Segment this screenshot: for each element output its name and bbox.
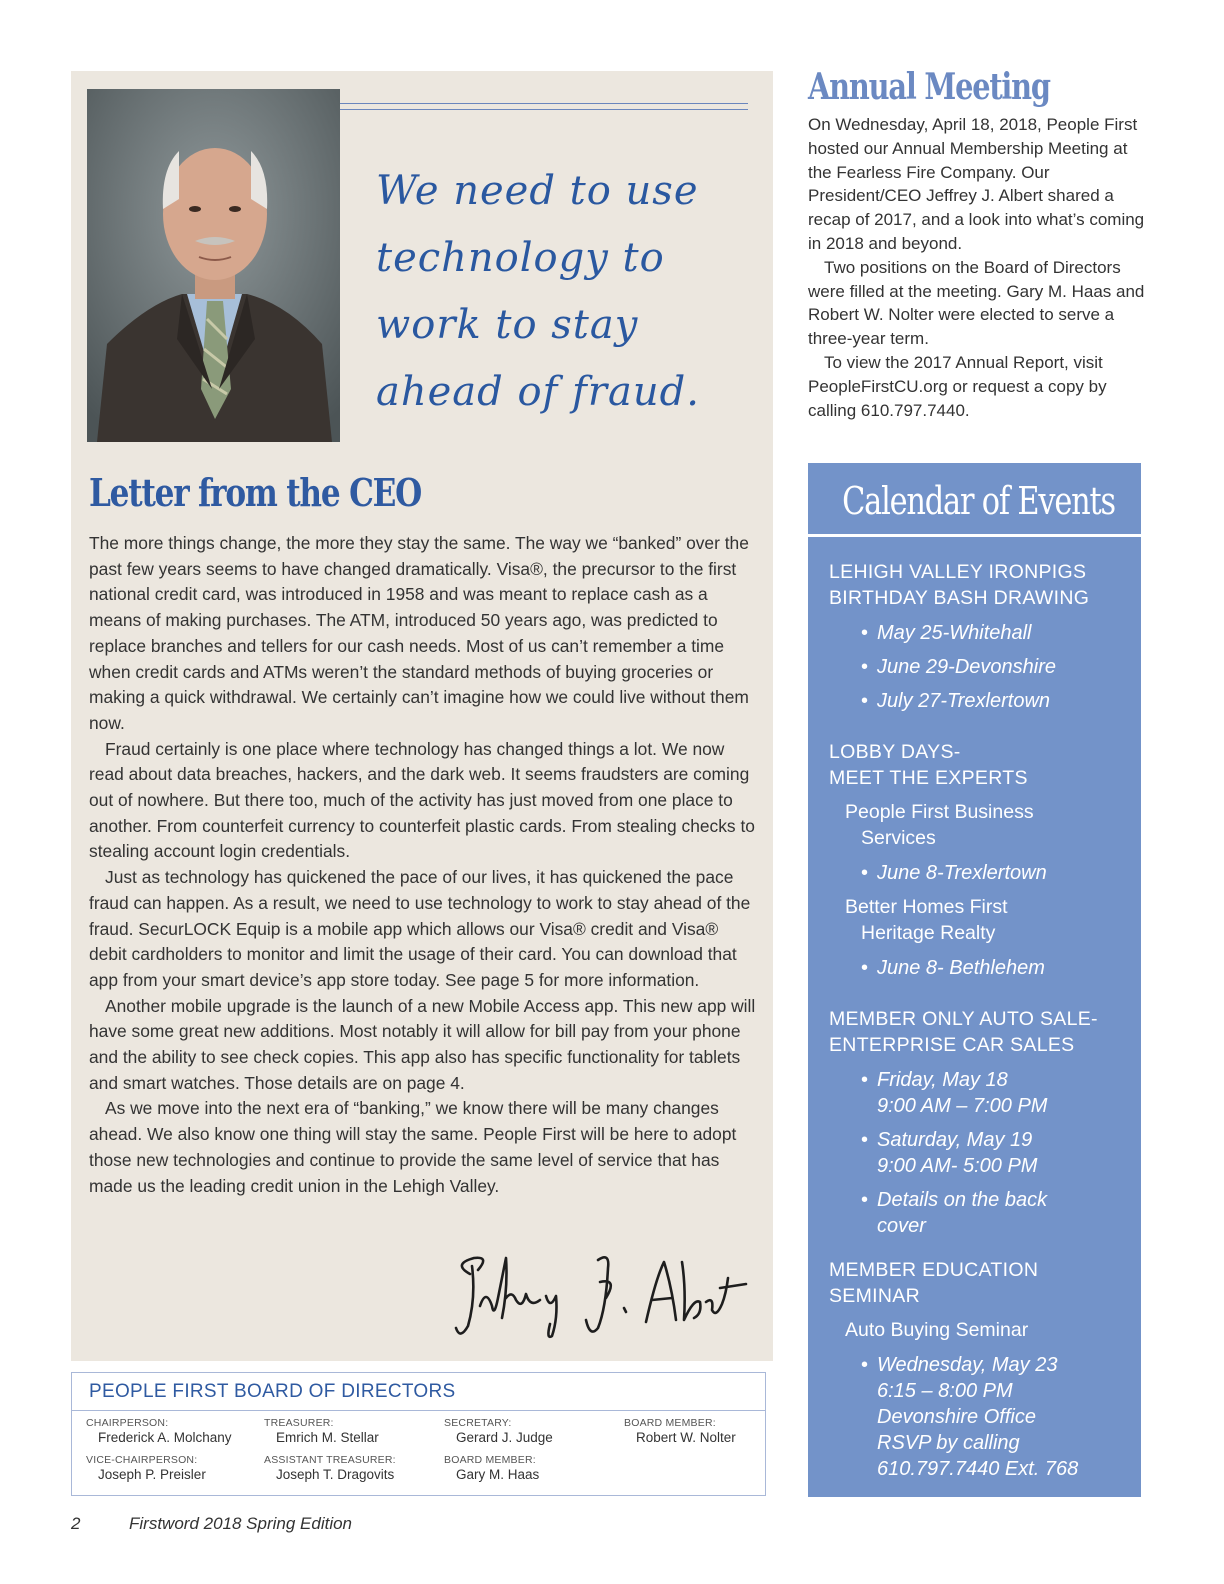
event-item-line: Devonshire Office bbox=[877, 1406, 1036, 1428]
heading-line: LEHIGH VALLEY IRONPIGS bbox=[829, 561, 1087, 583]
annual-meeting-title: Annual Meeting bbox=[808, 66, 1050, 108]
event-item-line: RSVP by calling bbox=[877, 1432, 1020, 1454]
event-item: • June 8-Trexlertown bbox=[829, 860, 1135, 886]
event-item bbox=[829, 1187, 1135, 1239]
pull-quote-line: technology to bbox=[376, 235, 665, 281]
heading-line: LOBBY DAYS- bbox=[829, 741, 961, 763]
subheading-line: Auto Buying Seminar bbox=[845, 1319, 1029, 1341]
subheading-line: Better Homes First bbox=[845, 896, 1008, 918]
event-item-line: 9:00 AM – 7:00 PM bbox=[877, 1095, 1048, 1117]
board-member-name: Joseph P. Preisler bbox=[98, 1467, 206, 1482]
pull-quote-line: work to stay bbox=[376, 302, 639, 348]
ceo-photo bbox=[87, 89, 340, 442]
board-member bbox=[444, 1417, 553, 1445]
pull-quote-line: ahead of fraud. bbox=[376, 369, 700, 415]
board-member-role: VICE-CHAIRPERSON: bbox=[86, 1454, 198, 1466]
board-of-directors bbox=[71, 1372, 766, 1496]
board-member-name: Joseph T. Dragovits bbox=[276, 1467, 395, 1482]
board-member bbox=[264, 1454, 396, 1482]
annual-meeting-body bbox=[808, 113, 1148, 422]
decorative-double-rule bbox=[340, 103, 748, 110]
event-item bbox=[829, 1352, 1135, 1482]
subheading-line: People First Business bbox=[845, 801, 1034, 823]
subheading-line: Services bbox=[861, 827, 936, 849]
event-list bbox=[829, 620, 1135, 714]
letter-paragraph: Just as technology has quickened the pace of our lives, it has quickened the pace fraud can happen. As a result, we need to use technology to work to stay ahead of the fraud. SecurLOCK Equip is a mobile app which allows our Visa® credit and Visa® debit cardholders to monitor and limit the usage of their card. You can download that app from your smart device’s app store today. See page 5 for more information. bbox=[89, 867, 751, 990]
event-item bbox=[829, 1067, 1135, 1119]
calendar-header bbox=[808, 463, 1141, 537]
event-item-line: 6:15 – 8:00 PM bbox=[877, 1380, 1013, 1402]
page-number: 2 bbox=[71, 1514, 81, 1533]
event-list bbox=[829, 1352, 1135, 1482]
board-member-role: BOARD MEMBER: bbox=[444, 1454, 536, 1466]
event-item-line: • Wednesday, May 23 bbox=[877, 1354, 1058, 1376]
edition-label: Firstword 2018 Spring Edition bbox=[129, 1514, 353, 1533]
letter-title: Letter from the CEO bbox=[89, 470, 422, 515]
event-section-heading bbox=[829, 559, 1135, 611]
board-member-role: TREASURER: bbox=[264, 1417, 334, 1429]
event-item: • June 29-Devonshire bbox=[829, 654, 1135, 680]
heading-line: ENTERPRISE CAR SALES bbox=[829, 1034, 1075, 1056]
board-title: PEOPLE FIRST BOARD OF DIRECTORS bbox=[89, 1381, 456, 1402]
event-item: • May 25-Whitehall bbox=[829, 620, 1135, 646]
calendar-of-events bbox=[808, 463, 1141, 1497]
pull-quote bbox=[376, 158, 756, 426]
heading-line: MEMBER EDUCATION bbox=[829, 1259, 1039, 1281]
heading-line: MEET THE EXPERTS bbox=[829, 767, 1028, 789]
annual-meeting-paragraph: Two positions on the Board of Directors were filled at the meeting. Gary M. Haas and Robert W. Nolter were elected to serve a three-year term. bbox=[808, 257, 1145, 349]
event-section-heading bbox=[829, 1006, 1135, 1058]
board-member bbox=[86, 1454, 206, 1482]
event-item-line: • Saturday, May 19 bbox=[877, 1129, 1033, 1151]
letter-paragraph: Another mobile upgrade is the launch of a new Mobile Access app. This new app will have some great new additions. Most notably it will allow for bill pay from your phone and the ability to see check copies. This app also has specific functionality for tablets and smart watches. Those details are on page 4. bbox=[89, 995, 756, 1093]
pull-quote-line: We need to use bbox=[376, 168, 699, 214]
heading-line: MEMBER ONLY AUTO SALE- bbox=[829, 1008, 1098, 1030]
board-member-role: BOARD MEMBER: bbox=[624, 1417, 716, 1429]
annual-meeting-paragraph: On Wednesday, April 18, 2018, People First hosted our Annual Membership Meeting at the Fearless Fire Company. Our President/CEO Jeffrey J. Albert shared a recap of 2017, and a look into what’s coming in 2018 and beyond. bbox=[808, 115, 1145, 253]
calendar-body bbox=[829, 559, 1135, 1490]
letter-body bbox=[89, 531, 759, 1199]
board-member-name: Frederick A. Molchany bbox=[98, 1430, 232, 1445]
heading-line: BIRTHDAY BASH DRAWING bbox=[829, 587, 1090, 609]
board-member-name: Gerard J. Judge bbox=[456, 1430, 553, 1445]
event-list bbox=[829, 860, 1135, 886]
board-member bbox=[86, 1417, 232, 1445]
calendar-title: Calendar of Events bbox=[842, 479, 1115, 523]
event-item-line: 9:00 AM- 5:00 PM bbox=[877, 1155, 1038, 1177]
board-member-role: CHAIRPERSON: bbox=[86, 1417, 169, 1429]
board-member-role: SECRETARY: bbox=[444, 1417, 512, 1429]
ceo-signature bbox=[450, 1248, 750, 1343]
board-member bbox=[264, 1417, 379, 1445]
board-member bbox=[444, 1454, 539, 1482]
event-subheading bbox=[829, 1317, 1135, 1343]
event-subheading bbox=[829, 799, 1135, 851]
subheading-line: Heritage Realty bbox=[861, 922, 996, 944]
heading-line: SEMINAR bbox=[829, 1285, 920, 1307]
annual-meeting-paragraph: To view the 2017 Annual Report, visit PeopleFirstCU.org or request a copy by calling 610.797.7440. bbox=[808, 352, 1107, 420]
event-item: • July 27-Trexlertown bbox=[829, 688, 1135, 714]
event-list bbox=[829, 1067, 1135, 1239]
board-divider bbox=[72, 1410, 765, 1411]
event-item-line: • Details on the back bbox=[877, 1189, 1048, 1211]
event-item-line: cover bbox=[877, 1215, 926, 1237]
event-list bbox=[829, 955, 1135, 981]
letter-paragraph: Fraud certainly is one place where technology has changed things a lot. We now read about data breaches, hackers, and the dark web. It seems fraudsters are coming out of nowhere. But there too, much of the activity has just moved from one place to another. From counterfeit currency to counterfeit plastic cards. From stealing checks to stealing account login credentials. bbox=[89, 738, 755, 862]
event-subheading bbox=[829, 894, 1135, 946]
board-member-name: Gary M. Haas bbox=[456, 1467, 540, 1482]
page-footer bbox=[71, 1514, 352, 1534]
event-item: • June 8- Bethlehem bbox=[829, 955, 1135, 981]
board-member bbox=[624, 1417, 736, 1445]
letter-paragraph: The more things change, the more they stay the same. The way we “banked” over the past few years seems to have changed dramatically. Visa®, the precursor to the first national credit card, was introduced in 1958 and was meant to replace cash as a means of making purchases. The ATM, introduced 50 years ago, was predicted to replace branches and tellers for our cash needs. Most of us can’t remember a time when credit cards and ATMs weren’t the standard methods of buying groceries or making a quick withdrawal. We certainly can’t imagine how we could live without them now. bbox=[89, 533, 749, 733]
board-member-name: Emrich M. Stellar bbox=[276, 1430, 379, 1445]
event-item-line: • Friday, May 18 bbox=[877, 1069, 1008, 1091]
board-member-role: ASSISTANT TREASURER: bbox=[264, 1454, 396, 1466]
board-member-name: Robert W. Nolter bbox=[636, 1430, 736, 1445]
event-item bbox=[829, 1127, 1135, 1179]
event-item-line: 610.797.7440 Ext. 768 bbox=[877, 1458, 1079, 1480]
letter-paragraph: As we move into the next era of “banking,” we know there will be many changes ahead. We also know one thing will stay the same. People First will be here to adopt those new technologies and continue to provide the same level of service that has made us the leading credit union in the Lehigh Valley. bbox=[89, 1098, 737, 1196]
event-section-heading bbox=[829, 739, 1135, 791]
event-section-heading bbox=[829, 1257, 1135, 1309]
